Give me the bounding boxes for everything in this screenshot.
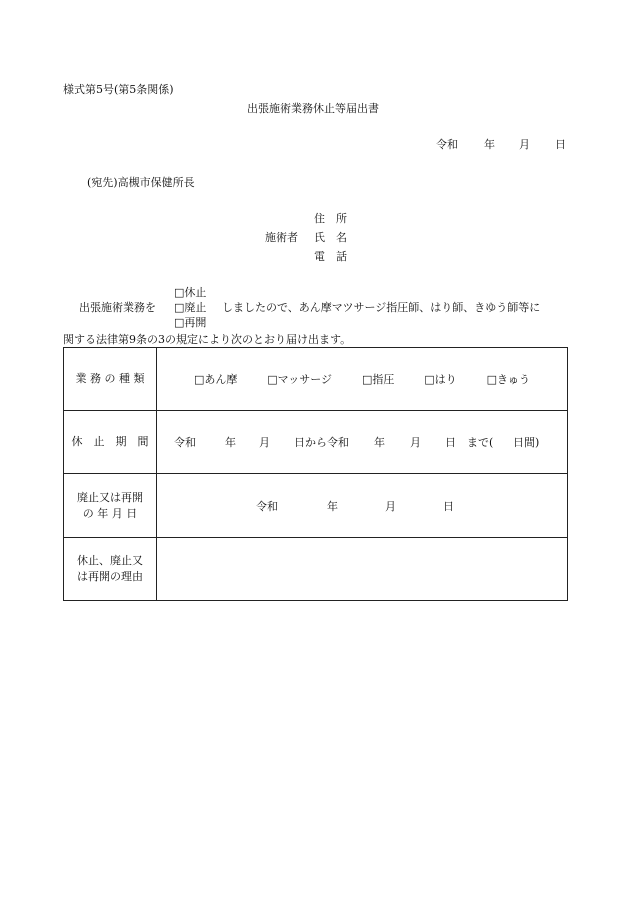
label-line: 廃止又は再開 bbox=[77, 490, 143, 504]
table-row bbox=[64, 348, 568, 411]
label-line: は再開の理由 bbox=[77, 570, 143, 583]
table-row bbox=[64, 411, 568, 474]
resume-era: 令和 bbox=[256, 499, 278, 513]
period-until: まで( bbox=[467, 436, 494, 449]
checkbox-shiatsu[interactable]: □指圧 bbox=[361, 373, 395, 386]
period-day-start: 日から令和 bbox=[294, 436, 349, 449]
option-abolish[interactable]: □廃止 bbox=[174, 301, 207, 314]
notification-table bbox=[63, 347, 568, 601]
date-day: 日 bbox=[555, 138, 566, 151]
period-month-end: 月 bbox=[410, 436, 421, 449]
period-day-end: 日 bbox=[445, 436, 456, 449]
period-days: 日間) bbox=[513, 436, 540, 449]
period-year-end: 年 bbox=[374, 436, 385, 449]
label-resume-date bbox=[64, 474, 157, 538]
period-month-start: 月 bbox=[259, 436, 270, 449]
table-row bbox=[64, 474, 568, 538]
date-year: 年 bbox=[484, 138, 495, 151]
checkbox-kyu[interactable]: □きゅう bbox=[486, 373, 530, 386]
checkbox-massage[interactable]: □マッサージ bbox=[267, 373, 333, 386]
resume-date-cell[interactable] bbox=[157, 474, 568, 538]
applicant-address-label: 住 所 bbox=[314, 212, 347, 225]
statement-lead: 出張施術業務を bbox=[79, 301, 156, 314]
checkbox-anma[interactable]: □あん摩 bbox=[193, 373, 238, 386]
period-year-start: 年 bbox=[225, 436, 236, 449]
statement-tail: しましたので、あん摩マツサージ指圧師、はり師、きゆう師等に bbox=[222, 301, 541, 314]
date-month: 月 bbox=[519, 138, 530, 151]
applicant-phone-label: 電 話 bbox=[314, 250, 347, 263]
label-business-type: 業 務 の 種 類 bbox=[64, 348, 157, 411]
document-title: 出張施術業務休止等届出書 bbox=[247, 102, 379, 115]
option-suspend[interactable]: □休止 bbox=[174, 286, 207, 299]
applicant-name-label: 氏 名 bbox=[314, 231, 347, 244]
period-era-start: 令和 bbox=[174, 436, 196, 449]
label-suspension-period: 休 止 期 間 bbox=[64, 411, 157, 474]
applicant-label: 施術者 bbox=[265, 231, 298, 244]
suspension-period-cell[interactable] bbox=[157, 411, 568, 474]
checkbox-hari[interactable]: □はり bbox=[424, 373, 457, 386]
submission-date bbox=[436, 139, 458, 150]
date-era: 令和 bbox=[436, 138, 458, 151]
option-resume[interactable]: □再開 bbox=[174, 316, 207, 329]
table-row bbox=[64, 538, 568, 601]
resume-day: 日 bbox=[443, 499, 454, 513]
resume-year: 年 bbox=[327, 499, 338, 513]
resume-month: 月 bbox=[385, 499, 396, 513]
addressee: (宛先)高槻市保健所長 bbox=[87, 176, 195, 189]
form-number: 様式第5号(第5条関係) bbox=[63, 83, 174, 96]
statement-line2: 関する法律第9条の3の規定により次のとおり届け出ます。 bbox=[63, 333, 352, 346]
label-line: の 年 月 日 bbox=[82, 506, 138, 520]
reason-cell[interactable] bbox=[157, 538, 568, 601]
business-type-cell bbox=[157, 348, 568, 411]
label-reason bbox=[64, 538, 157, 601]
label-line: 休止、廃止又 bbox=[77, 554, 143, 568]
